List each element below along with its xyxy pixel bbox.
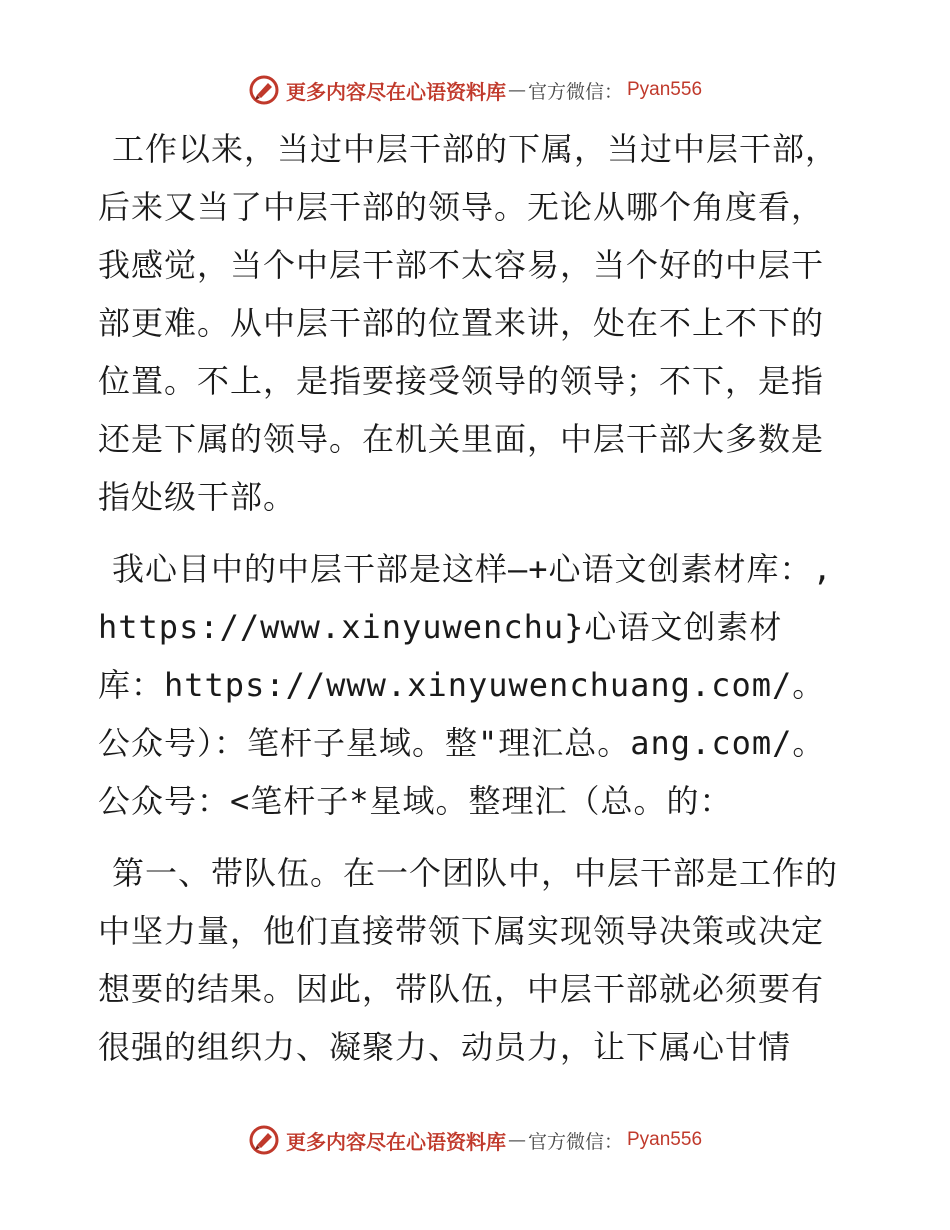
footer-banner	[0, 1120, 950, 1160]
footer-brand-logo-icon	[248, 1124, 280, 1156]
footer-dash: —	[507, 1129, 526, 1151]
paragraph-2-text: 我心目中的中层干部是这样—+心语文创素材库：,https://www.xinyuwenchu}心语文创素材库：https://www.xinyuwenchuang.com/。公众号）：笔杆子星域。整"理汇总。ang.com/。公众号：<笔杆子*星域。整理汇（总。的：	[98, 550, 833, 820]
header-wechat-id: Pyan556	[627, 79, 703, 100]
footer-wechat-label: 官方微信：	[527, 1130, 623, 1153]
header-banner	[0, 70, 950, 110]
footer-slogan: 更多内容尽在心语资料库	[285, 1129, 506, 1154]
paragraph-1	[98, 120, 848, 526]
paragraph-1-text: 工作以来，当过中层干部的下属，当过中层干部，后来又当了中层干部的领导。无论从哪个角度看，我感觉，当个中层干部不太容易，当个好的中层干部更难。从中层干部的位置来讲，处在不上不下的位置。不上，是指要接受领导的领导；不下，是指还是下属的领导。在机关里面，中层干部大多数是指处级干部。	[98, 130, 839, 516]
header-slogan: 更多内容尽在心语资料库	[285, 79, 506, 104]
footer-wechat-id: Pyan556	[627, 1129, 703, 1150]
paragraph-2	[98, 540, 848, 830]
brand-logo-icon	[248, 74, 280, 106]
header-dash: —	[507, 79, 526, 101]
document-body	[98, 120, 848, 1090]
paragraph-3-text: 第一、带队伍。在一个团队中，中层干部是工作的中坚力量，他们直接带领下属实现领导决策或决定想要的结果。因此，带队伍，中层干部就必须要有很强的组织力、凝聚力、动员力，让下属心甘情	[98, 854, 839, 1066]
paragraph-3	[98, 844, 848, 1076]
header-wechat-label: 官方微信：	[527, 80, 623, 103]
